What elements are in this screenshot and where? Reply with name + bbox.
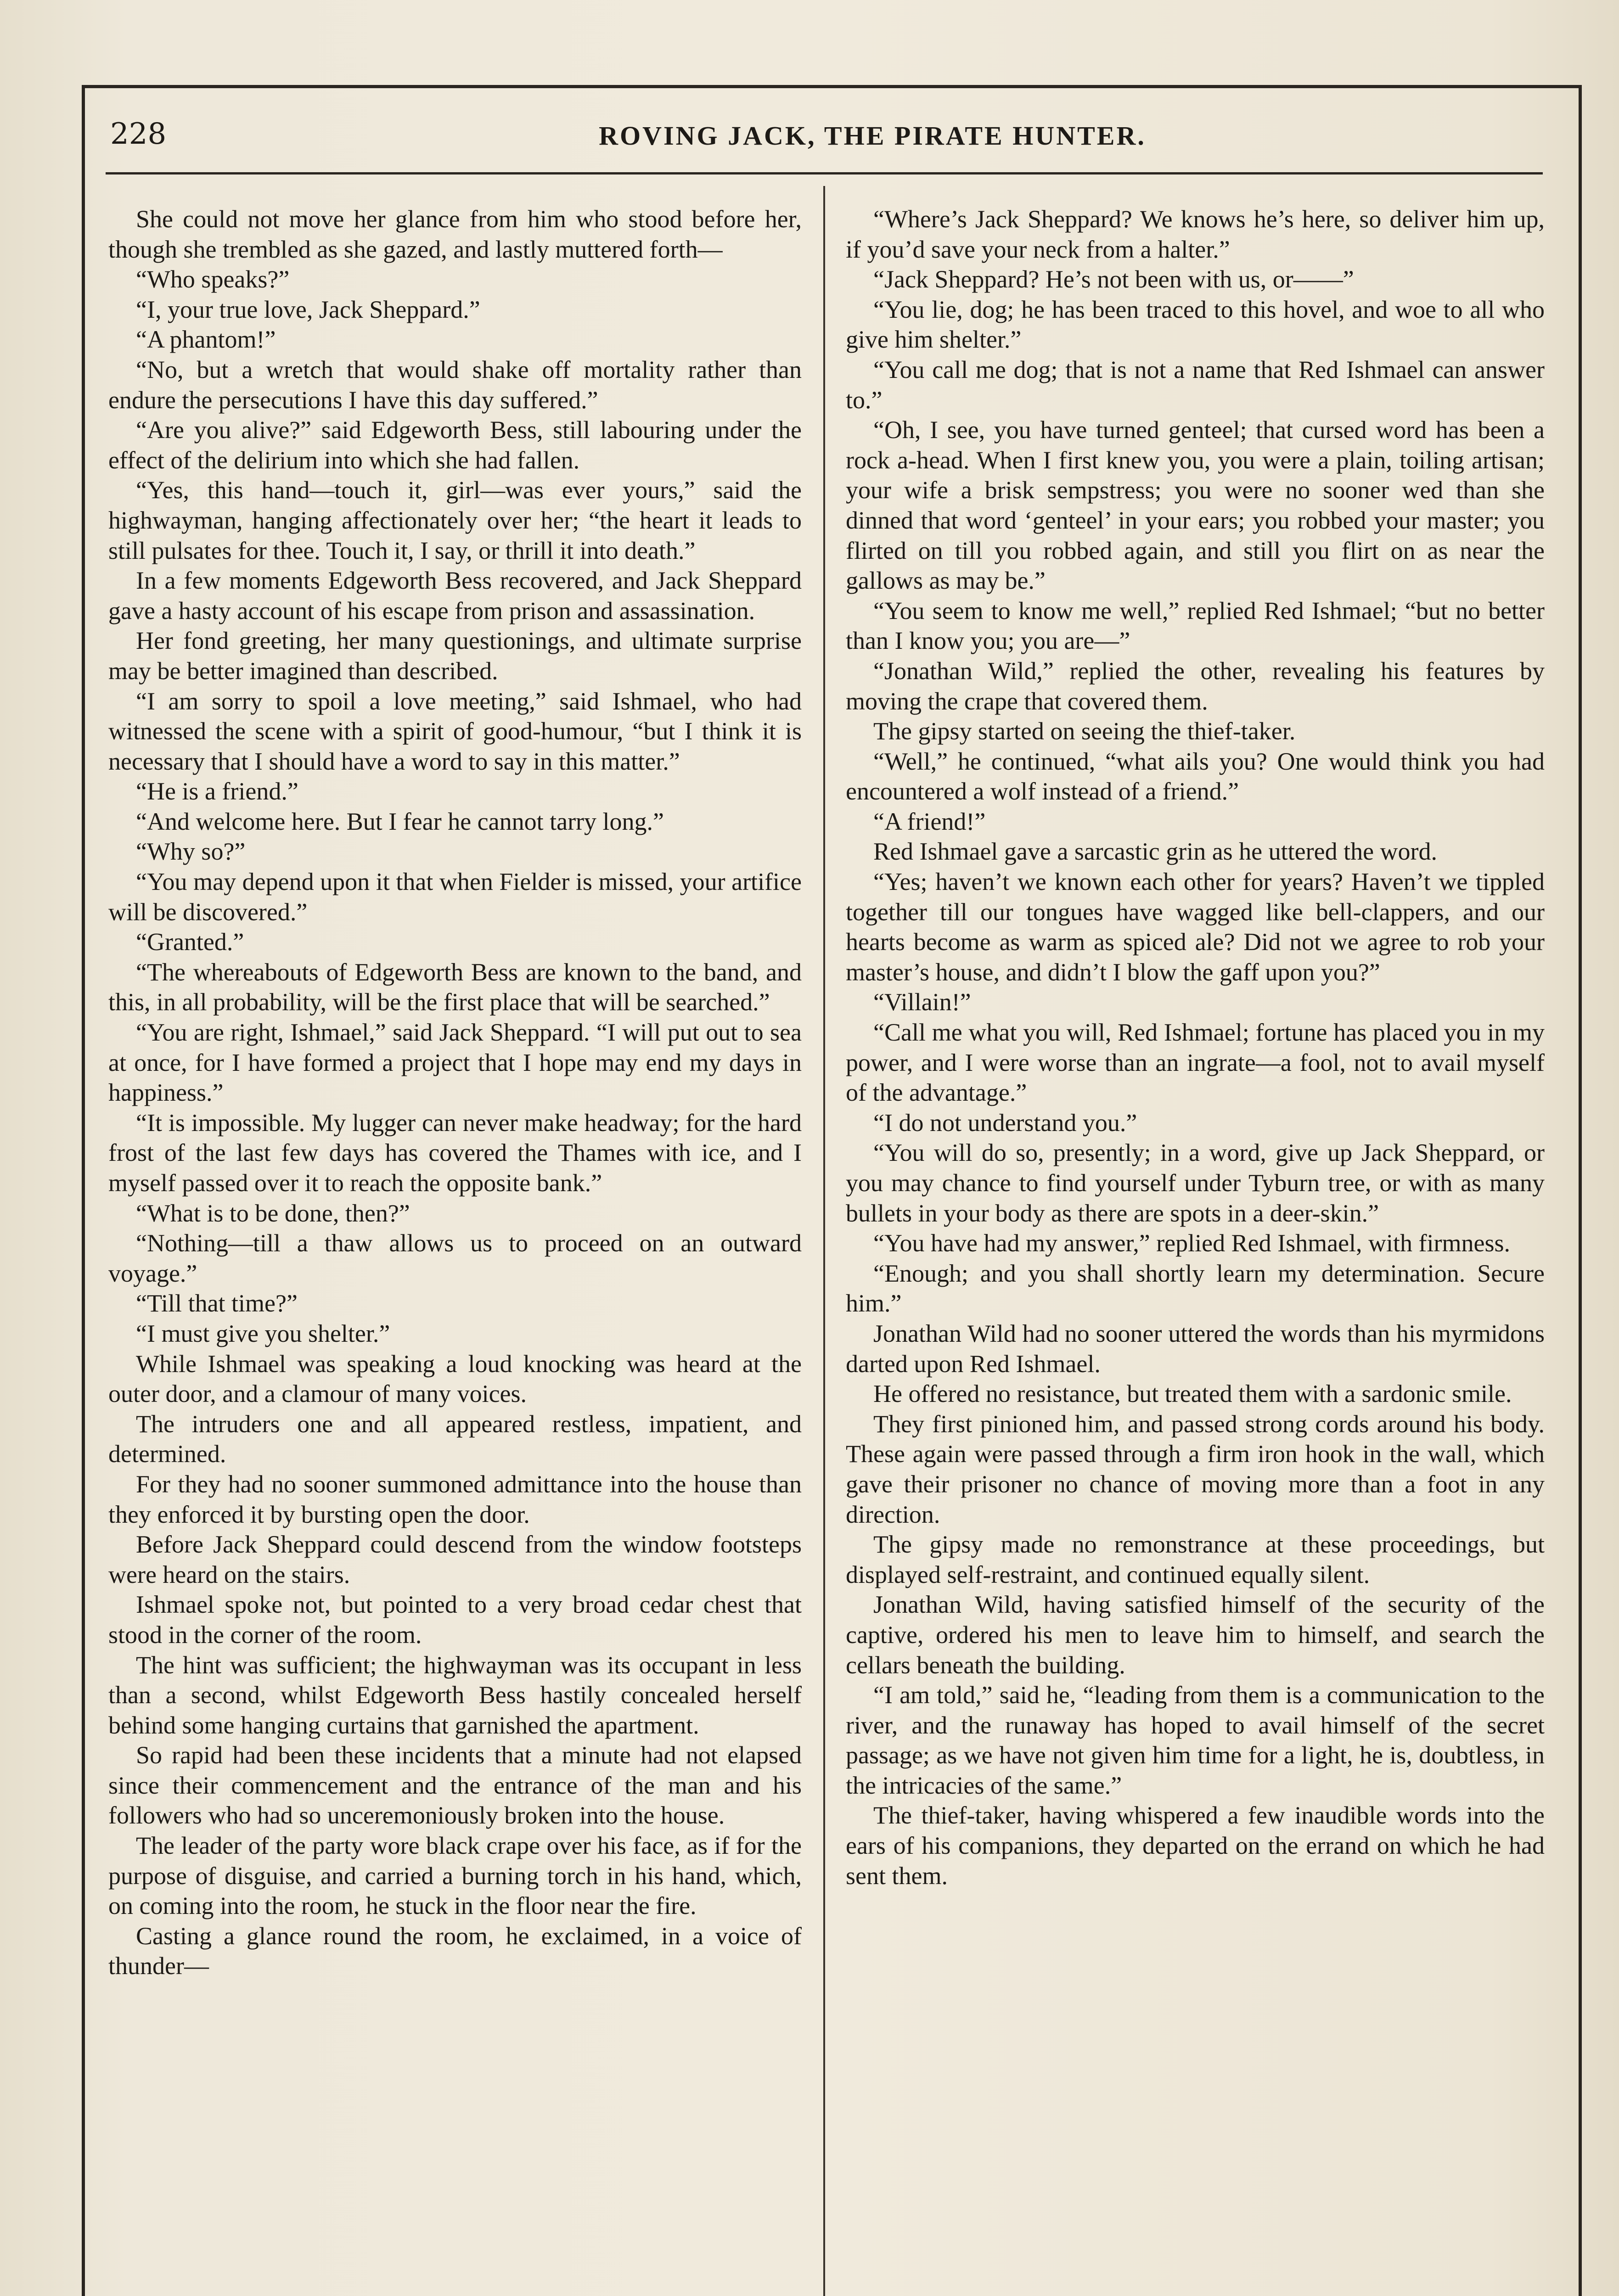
paragraph: The thief-taker, having whispered a few inaudible words into the ears of his companions, they departed on the errand on which he had sent them. [846, 1801, 1545, 1890]
paragraph: Casting a glance round the room, he exclaimed, in a voice of thunder— [108, 1922, 802, 1980]
paragraph: “Oh, I see, you have turned genteel; that cursed word has been a rock a-head. When I first knew you, you were a plain, toiling artisan; your wife a brisk sempstress; you were no sooner wed than she dinned that word ‘genteel’ in your ears; you robbed your master; you flirted on till you robbed again, and still you flirt on as near the gallows as may be.” [846, 416, 1545, 595]
paragraph: “You seem to know me well,” replied Red Ishmael; “but no better than I know you; you are—” [846, 597, 1545, 655]
paragraph: In a few moments Edgeworth Bess recovered, and Jack Sheppard gave a hasty account of his escape from prison and assassination. [108, 567, 802, 625]
paragraph: “Why so?” [136, 838, 246, 866]
paragraph: “Enough; and you shall shortly learn my determination. Secure him.” [846, 1259, 1545, 1317]
paragraph: He offered no resistance, but treated them with a sardonic smile. [873, 1380, 1512, 1408]
right-border-rule [1579, 85, 1582, 2296]
paragraph: “A friend!” [873, 807, 986, 835]
paragraph: “You may depend upon it that when Fielder is missed, your artifice will be discovered.” [108, 868, 802, 926]
paragraph: “The whereabouts of Edgeworth Bess are known to the band, and this, in all probability, will be the first place that will be searched.” [108, 958, 802, 1016]
paragraph: She could not move her glance from him who stood before her, though she trembled as she gazed, and lastly muttered forth— [108, 205, 802, 263]
paragraph: “I do not understand you.” [873, 1109, 1137, 1137]
paragraph: Her fond greeting, her many questionings, and ultimate surprise may be better imagined than described. [108, 627, 802, 685]
paragraph: “I am sorry to spoil a love meeting,” said Ishmael, who had witnessed the scene with a spirit of good-humour, “but I think it is necessary that I should have a word to say in this matter.” [108, 687, 802, 775]
paragraph: “Call me what you will, Red Ishmael; fortune has placed you in my power, and I were worse than an ingrate—a fool, not to avail myself of the advantage.” [846, 1019, 1545, 1107]
paragraph: “Nothing—till a thaw allows us to proceed on an outward voyage.” [108, 1229, 802, 1287]
header-rule [106, 172, 1543, 174]
paragraph: Jonathan Wild, having satisfied himself of the security of the captive, ordered his men to leave him to himself, and search the cellars beneath the building. [846, 1591, 1545, 1679]
left-border-rule [82, 85, 85, 2296]
paragraph: “No, but a wretch that would shake off mortality rather than endure the persecutions I have this day suffered.” [108, 355, 802, 414]
paragraph: “He is a friend.” [136, 777, 298, 805]
paragraph: “Yes; haven’t we known each other for years? Haven’t we tippled together till our tongues have wagged like bell-clappers, and our hearts become as warm as spiced ale? Did not we agree to rob your master’s house, and didn’t I blow the gaff upon you?” [846, 868, 1545, 986]
paragraph: “You lie, dog; he has been traced to this hovel, and woe to all who give him shelter.” [846, 295, 1545, 354]
running-title: ROVING JACK, THE PIRATE HUNTER. [599, 121, 1146, 151]
paragraph: “Villain!” [873, 988, 971, 1016]
paragraph: “Where’s Jack Sheppard? We knows he’s here, so deliver him up, if you’d save your neck from a halter.” [846, 205, 1545, 263]
paragraph: “You have had my answer,” replied Red Ishmael, with firmness. [873, 1229, 1511, 1257]
paragraph: The gipsy made no remonstrance at these proceedings, but displayed self-restraint, and continued equally silent. [846, 1531, 1545, 1588]
paragraph: The leader of the party wore black crape over his face, as if for the purpose of disguise, and carried a burning torch in his hand, which, on coming into the room, he stuck in the floor near the fire. [108, 1832, 802, 1920]
paragraph: They first pinioned him, and passed strong cords around his body. These again were passed through a firm iron hook in the wall, which gave their prisoner no chance of moving more than a foot in any direction. [846, 1410, 1545, 1528]
paragraph: “Are you alive?” said Edgeworth Bess, still labouring under the effect of the delirium into which she had fallen. [108, 416, 802, 474]
paragraph: “Yes, this hand—touch it, girl—was ever yours,” said the highwayman, hanging affectionately over her; “the heart it leads to still pulsates for thee. Touch it, I say, or thrill it into death.” [108, 476, 802, 564]
paragraph: “Well,” he continued, “what ails you? One would think you had encountered a wolf instead of a friend.” [846, 747, 1545, 805]
paragraph: Red Ishmael gave a sarcastic grin as he uttered the word. [873, 838, 1438, 866]
paragraph: Jonathan Wild had no sooner uttered the words than his myrmidons darted upon Red Ishmael. [846, 1319, 1545, 1378]
paragraph: The intruders one and all appeared restless, impatient, and determined. [108, 1410, 802, 1468]
paragraph: “Who speaks?” [136, 265, 290, 293]
paragraph: “I am told,” said he, “leading from them is a communication to the river, and the runaway has hoped to avail himself of the secret passage; as we have not given him time for a light, he is, doubtless, in the intricacies of the same.” [846, 1681, 1545, 1799]
paragraph: Ishmael spoke not, but pointed to a very broad cedar chest that stood in the corner of the room. [108, 1591, 802, 1649]
column-divider [823, 186, 825, 2296]
paragraph: “I, your true love, Jack Sheppard.” [136, 295, 480, 323]
top-border-rule [83, 85, 1582, 88]
paragraph: “Till that time?” [136, 1289, 298, 1317]
page-number: 228 [110, 117, 167, 151]
paragraph: The gipsy started on seeing the thief-taker. [873, 717, 1296, 745]
paragraph: “Jonathan Wild,” replied the other, revealing his features by moving the crape that covered them. [846, 657, 1545, 715]
paragraph: “Granted.” [136, 928, 244, 956]
paragraph: “And welcome here. But I fear he cannot tarry long.” [136, 807, 664, 835]
paragraph: “You will do so, presently; in a word, give up Jack Sheppard, or you may chance to find yourself under Tyburn tree, or with as many bullets in your body as there are spots in a deer-skin.” [846, 1139, 1545, 1227]
paragraph: The hint was sufficient; the highwayman was its occupant in less than a second, whilst Edgeworth Bess hastily concealed herself behind some hanging curtains that garnished the apartment. [108, 1651, 802, 1739]
paragraph: “I must give you shelter.” [136, 1319, 390, 1347]
paragraph: “You are right, Ishmael,” said Jack Sheppard. “I will put out to sea at once, for I have formed a project that I hope may end my days in happiness.” [108, 1019, 802, 1107]
right-column [846, 204, 1545, 1891]
paragraph: While Ishmael was speaking a loud knocking was heard at the outer door, and a clamour of many voices. [108, 1350, 802, 1408]
paragraph: “A phantom!” [136, 326, 276, 354]
paragraph: Before Jack Sheppard could descend from the window footsteps were heard on the stairs. [108, 1531, 802, 1588]
left-column [108, 204, 802, 1981]
paragraph: “You call me dog; that is not a name that Red Ishmael can answer to.” [846, 355, 1545, 414]
paragraph: “It is impossible. My lugger can never make headway; for the hard frost of the last few days has covered the Thames with ice, and I myself passed over it to reach the opposite bank.” [108, 1109, 802, 1197]
paragraph: So rapid had been these incidents that a minute had not elapsed since their commencement and the entrance of the man and his followers who had so unceremoniously broken into the house. [108, 1741, 802, 1829]
paragraph: “What is to be done, then?” [136, 1199, 410, 1227]
paragraph: “Jack Sheppard? He’s not been with us, or——” [873, 265, 1354, 293]
paragraph: For they had no sooner summoned admittance into the house than they enforced it by bursting open the door. [108, 1470, 802, 1528]
